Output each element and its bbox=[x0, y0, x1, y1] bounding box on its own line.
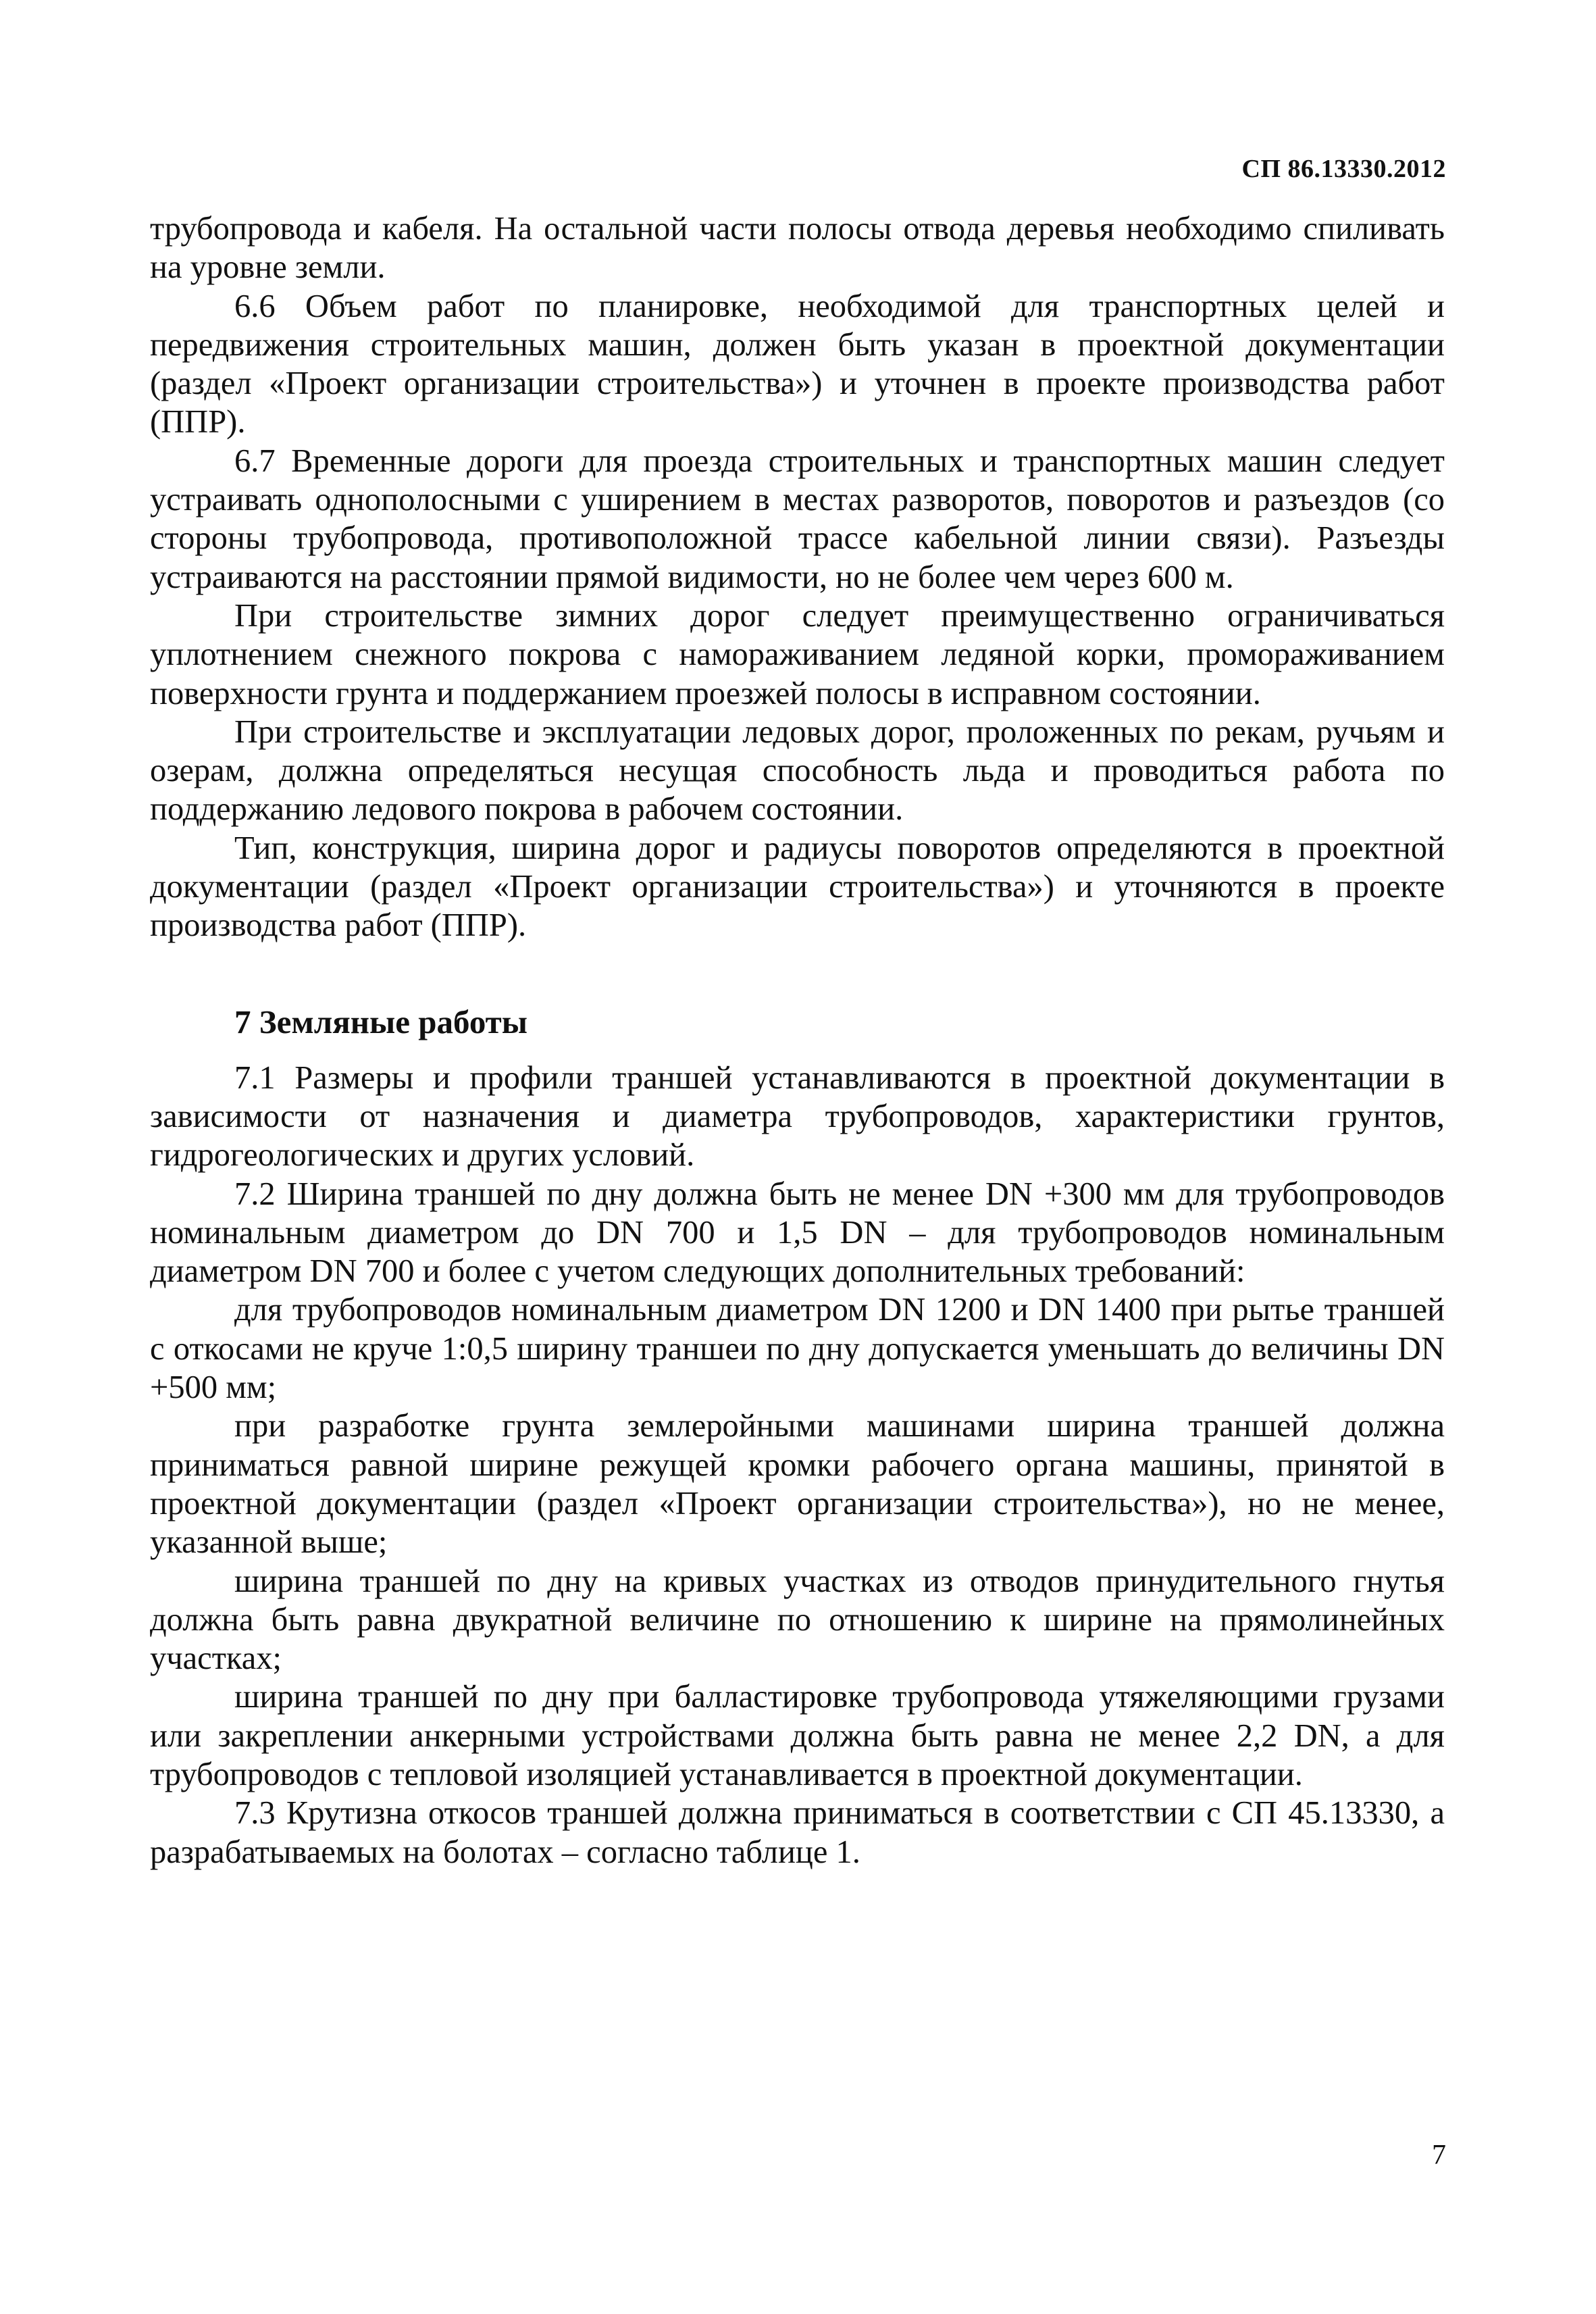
paragraph-road-types: Тип, конструкция, ширина дорог и радиусы поворотов определяются в проектной документации (раздел «Проект организации строительства») и уточняются в проекте производства работ (ППР). bbox=[150, 830, 1445, 944]
paragraph-curved-sections: ширина траншей по дну на кривых участках из отводов принудительного гнутья должна быть равна двукратной величине по отношению к ширине на прямолинейных участках; bbox=[150, 1563, 1445, 1677]
document-code: СП 86.13330.2012 bbox=[1241, 155, 1446, 183]
paragraph-7-3: 7.3 Крутизна откосов траншей должна приниматься в соответствии с СП 45.13330, а разрабатываемых на болотах – согласно таблице 1. bbox=[150, 1795, 1445, 1870]
paragraph-6-6: 6.6 Объем работ по планировке, необходимой для транспортных целей и передвижения строительных машин, должен быть указан в проектной документации (раздел «Проект организации строительства») и уточнен в проекте производства работ (ППР). bbox=[150, 288, 1445, 441]
paragraph-ice-roads: При строительстве и эксплуатации ледовых дорог, проложенных по рекам, ручьям и озерам, должна определяться несущая способность льда и проводиться работа по поддержанию ледового покрова в рабочем состоянии. bbox=[150, 713, 1445, 828]
paragraph-machines: при разработке грунта землеройными машинами ширина траншей должна приниматься равной ширине режущей кромки рабочего органа машины, принятой в проектной документации (раздел «Проект организации строительства»), но не менее, указанной выше; bbox=[150, 1408, 1445, 1561]
paragraph-6-7: 6.7 Временные дороги для проезда строительных и транспортных машин следует устраивать однополосными с уширением в местах разворотов, поворотов и разъездов (со стороны трубопровода, противоположной трассе кабельной линии связи). Разъезды устраиваются на расстоянии прямой видимости, но не более чем через 600 м. bbox=[150, 443, 1445, 595]
paragraph-continuation: трубопровода и кабеля. На остальной части полосы отвода деревья необходимо спиливать на уровне земли. bbox=[150, 211, 1445, 286]
page-number: 7 bbox=[1432, 2140, 1446, 2171]
section-title: 7 Земляные работы bbox=[234, 1003, 528, 1040]
document-body bbox=[150, 209, 1445, 1871]
paragraph-winter-roads: При строительстве зимних дорог следует преимущественно ограничиваться уплотнением снежного покрова с намораживанием ледяной корки, промораживанием поверхности грунта и поддержанием проезжей полосы в исправном состоянии. bbox=[150, 597, 1445, 711]
paragraph-7-1: 7.1 Размеры и профили траншей устанавливаются в проектной документации в зависимости от назначения и диаметра трубопроводов, характеристики грунтов, гидрогеологических и других условий. bbox=[150, 1059, 1445, 1174]
paragraph-dn1200: для трубопроводов номинальным диаметром DN 1200 и DN 1400 при рытье траншей с откосами не круче 1:0,5 ширину траншеи по дну допускается уменьшать до величины DN +500 мм; bbox=[150, 1292, 1445, 1406]
paragraph-ballasting: ширина траншей по дну при балластировке трубопровода утяжеляющими грузами или закреплении анкерными устройствами должна быть равна не менее 2,2 DN, а для трубопроводов с тепловой изоляцией устанавливается в проектной документации. bbox=[150, 1679, 1445, 1792]
paragraph-7-2: 7.2 Ширина траншей по дну должна быть не менее DN +300 мм для трубопроводов номинальным диаметром до DN 700 и 1,5 DN – для трубопроводов номинальным диаметром DN 700 и более с учетом следующих дополнительных требований: bbox=[150, 1176, 1445, 1290]
